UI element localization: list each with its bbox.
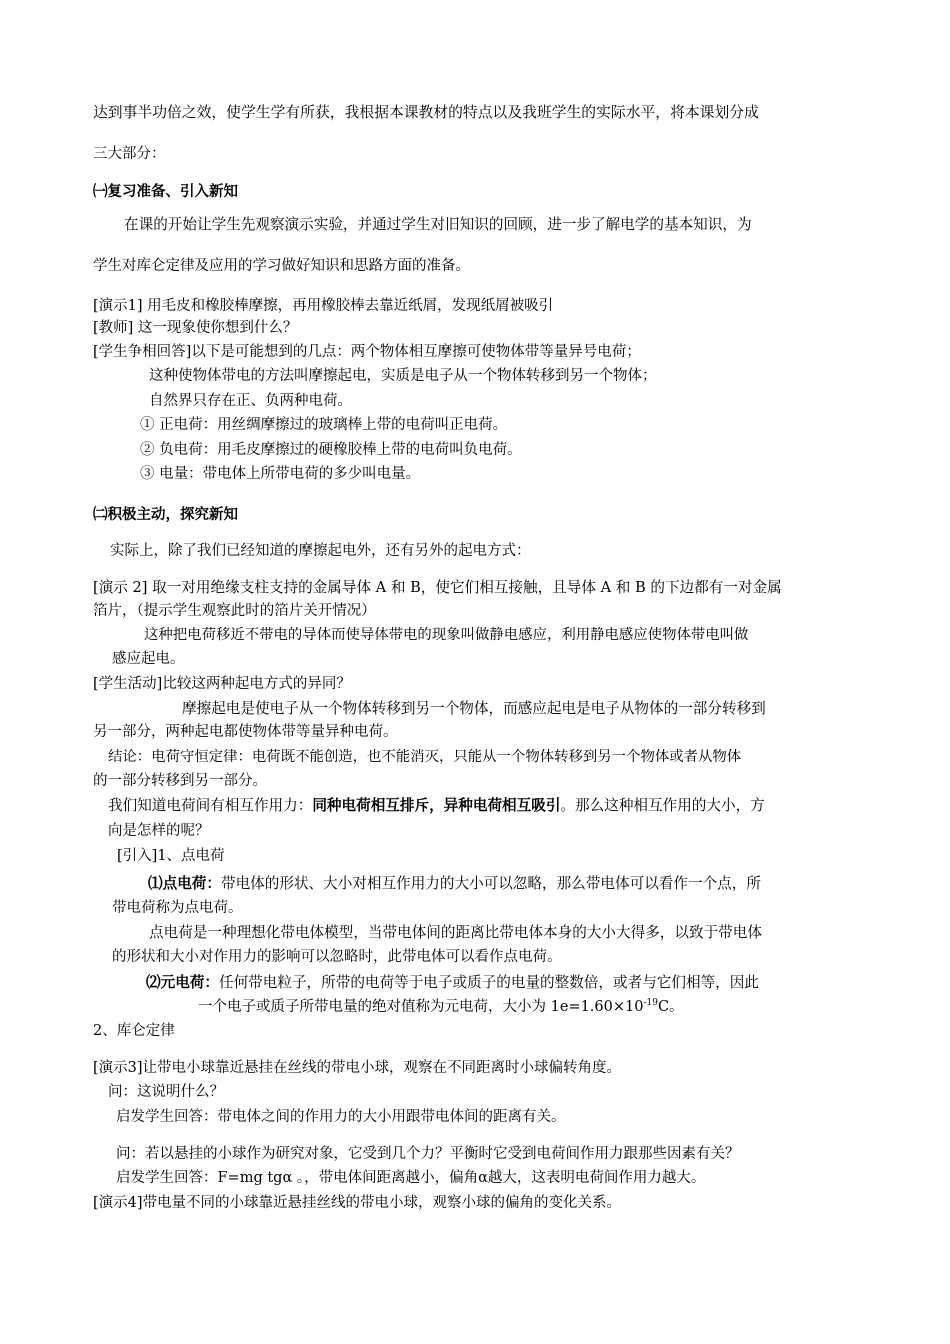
text-line: [演示1] 用毛皮和橡胶棒摩擦，再用橡胶棒去靠近纸屑，发现纸屑被吸引	[93, 298, 554, 314]
text-line: 结论：电荷守恒定律：电荷既不能创造，也不能消灭，只能从一个物体转移到另一个物体或者从物体	[108, 749, 742, 765]
text-line: 向是怎样的呢？	[108, 823, 210, 839]
text-line: 三大部分：	[93, 146, 166, 162]
text-line: 感应起电。	[112, 651, 185, 667]
text-line: 学生对库仑定律及应用的学习做好知识和思路方面的准备。	[93, 258, 470, 274]
text-line: 的形状和大小对作用力的影响可以忽略时，此带电体可以看作点电荷。	[112, 949, 562, 965]
text-line: 这种把电荷移近不带电的导体而使导体带电的现象叫做静电感应，利用静电感应使物体带电叫做	[144, 627, 749, 643]
text-line	[198, 997, 684, 1017]
text-line: [演示4]带电量不同的小球靠近悬挂丝线的带电小球，观察小球的偏角的变化关系。	[93, 1195, 622, 1211]
text-line	[108, 796, 765, 816]
text-line: 箔片，（提示学生观察此时的箔片关开情况）	[93, 603, 376, 619]
text-run: 一个电子或质子所带电量的绝对值称为元电荷，大小为 1e=1.60×10	[198, 999, 644, 1015]
text-line: 这种使物体带电的方法叫摩擦起电，实质是电子从一个物体转移到另一个物体；	[149, 368, 657, 384]
text-line: 另一部分，两种起电都使物体带等量异种电荷。	[93, 724, 398, 740]
text-line: 点电荷是一种理想化带电体模型，当带电体间的距离比带电体本身的大小大得多，以致于带电体	[149, 924, 762, 941]
text-line: 自然界只存在正、负两种电荷。	[149, 393, 352, 409]
text-line: [演示 2] 取一对用绝缘支柱支持的金属导体 A 和 B，使它们相互接触，且导体 A 和 B 的下边都有一对金属	[93, 579, 782, 596]
text-line: 达到事半功倍之效，使学生学有所获，我根据本课教材的特点以及我班学生的实际水平，将本课划分成	[93, 104, 759, 121]
text-line: [演示3]让带电小球靠近悬挂在丝线的带电小球，观察在不同距离时小球偏转角度。	[93, 1060, 622, 1076]
text-line: 摩擦起电是使电子从一个物体转移到另一个物体，而感应起电是电子从物体的一部分转移到	[182, 700, 766, 717]
text-line: 2、库仑定律	[93, 1023, 175, 1039]
text-line	[148, 874, 761, 894]
exponent: -19	[643, 998, 658, 1009]
list-item: ③ 电量：带电体上所带电荷的多少叫电量。	[140, 466, 421, 482]
text-line: 问：若以悬挂的小球作为研究对象，它受到几个力？平衡时它受到电荷间作用力跟那些因素有关？	[116, 1146, 740, 1162]
text-line	[146, 973, 759, 993]
text-line: 实际上，除了我们已经知道的摩擦起电外，还有另外的起电方式：	[110, 543, 531, 559]
text-line: [学生活动]比较这两种起电方式的异同？	[93, 676, 351, 692]
text-line: [教师] 这一现象使你想到什么？	[93, 320, 298, 336]
section-heading: ㈠复习准备、引入新知	[93, 183, 238, 200]
list-item: ② 负电荷：用毛皮摩擦过的硬橡胶棒上带的电荷叫负电荷。	[140, 442, 522, 458]
text-run: 。那么这种相互作用的大小，方	[560, 797, 765, 814]
text-line: 的一部分转移到另一部分。	[93, 773, 267, 789]
text-run: 任何带电粒子，所带的电荷等于电子或质子的电量的整数倍，或者与它们相等，因此	[218, 974, 759, 991]
text-line: 带电荷称为点电荷。	[112, 900, 243, 916]
text-run: 带电体的形状、大小对相互作用力的大小可以忽略，那么带电体可以看作一个点，所	[220, 875, 761, 892]
section-heading: ㈡积极主动，探究新知	[93, 506, 238, 523]
text-line: 启发学生回答：F=mg tgα 。，带电体间距离越小，偏角α越大，这表明电荷间作用力越大。	[116, 1170, 706, 1186]
text-run: 我们知道电荷间有相互作用力：	[108, 797, 313, 814]
text-line: 启发学生回答：带电体之间的作用力的大小用跟带电体间的距离有关。	[116, 1109, 566, 1125]
emphasis-text: 同种电荷相互排斥，异种电荷相互吸引	[312, 797, 561, 814]
term-label: ⑵元电荷：	[146, 974, 219, 991]
list-item: ① 正电荷：用丝绸摩擦过的玻璃棒上带的电荷叫正电荷。	[140, 417, 508, 433]
text-line: [引入]1、点电荷	[117, 848, 225, 864]
text-run: C。	[657, 999, 684, 1015]
text-line: 在课的开始让学生先观察演示实验，并通过学生对旧知识的回顾，进一步了解电学的基本知识，为	[124, 216, 752, 233]
text-line: [学生争相回答]以下是可能想到的几点：两个物体相互摩擦可使物体带等量异号电荷；	[93, 344, 641, 360]
term-label: ⑴点电荷：	[148, 875, 221, 892]
text-line: 问：这说明什么？	[108, 1084, 224, 1100]
